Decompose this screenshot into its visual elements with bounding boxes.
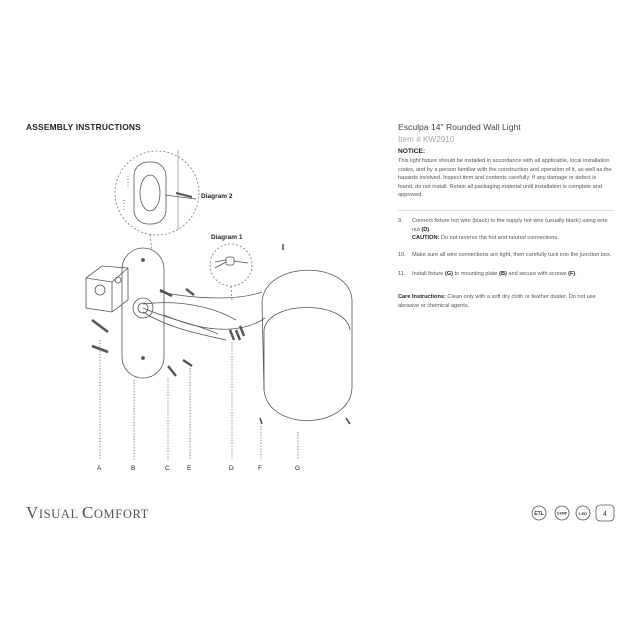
item-number: Item # KW2910 (398, 135, 455, 144)
fixture-shade (262, 270, 352, 420)
label-leaders (100, 340, 298, 460)
svg-text:4: 4 (603, 511, 607, 518)
step-text-part: . (429, 226, 431, 233)
product-title: Esculpa 14" Rounded Wall Light (398, 122, 521, 132)
page-number-badge (596, 505, 614, 521)
step-text-part: to mounting plate (453, 271, 500, 277)
caution-text: Do not reverse the hot and neutral connections. (439, 235, 559, 242)
led-badge-icon (576, 506, 590, 520)
step-text-part: and secure with screws (506, 271, 569, 277)
diagram-2-label: Diagram 2 (201, 193, 233, 200)
step-text: Make sure all wire connections are tight, then carefully tuck into the junction box. (412, 252, 612, 258)
part-ref: (F) (568, 271, 576, 277)
care-text: Clean only with a soft dry cloth or feather duster. Do not use abrasive or chemical agents. (398, 294, 596, 309)
step-number: 10. (398, 252, 406, 258)
damp-badge-icon (555, 506, 569, 520)
part-ref: (B) (499, 271, 507, 277)
mounting-plate (122, 248, 164, 378)
diagram-1-label: Diagram 1 (211, 234, 243, 241)
step-text-part: . (575, 271, 577, 277)
part-ref: (G) (444, 271, 454, 277)
notice-text: This light fixture should be installed in accordance with all applicable, local installation codes, and by a person familiar with the construction and operation of it, as well as the hazards involved. Inspect item and contents carefully. If any damage or defect is found, do not install. Retain all packaging material until installation is complete and approved. (398, 158, 612, 199)
svg-text:ETL: ETL (534, 511, 544, 517)
part-label-g: G (295, 465, 301, 472)
step-number: 11. (398, 271, 406, 277)
diagram-2-callout (115, 150, 199, 235)
certification-badges (530, 503, 618, 525)
section-title: ASSEMBLY INSTRUCTIONS (26, 122, 141, 132)
step-text-part: Install fixture (412, 271, 445, 277)
part-label-c: C (165, 465, 170, 472)
logo-letter: C (81, 503, 94, 522)
care-label: Care Instructions: (398, 294, 446, 300)
part-label-f: F (258, 465, 262, 472)
part-label-e: E (187, 465, 192, 472)
part-ref: (D) (421, 226, 430, 233)
part-label-d: D (229, 465, 234, 472)
brand-logo (26, 503, 149, 523)
logo-text: ISUAL (38, 507, 82, 521)
screws (92, 289, 194, 376)
logo-letter: V (26, 503, 39, 522)
svg-text:LED: LED (579, 510, 587, 516)
logo-text: OMFORT (93, 507, 149, 521)
svg-text:DAMP: DAMP (557, 511, 567, 516)
etl-badge-icon (532, 506, 546, 520)
wires (143, 292, 265, 340)
notice-heading: NOTICE: (398, 148, 426, 155)
caution-label: CAUTION: (412, 235, 440, 242)
step-number: 9. (398, 218, 403, 224)
step-text-part: Connect fixture hot wire (black) to the supply hot wire (usually black) using wire nut (412, 218, 608, 233)
part-label-b: B (131, 465, 136, 472)
part-label-a: A (97, 465, 102, 472)
diagram-1-callout (210, 244, 252, 286)
